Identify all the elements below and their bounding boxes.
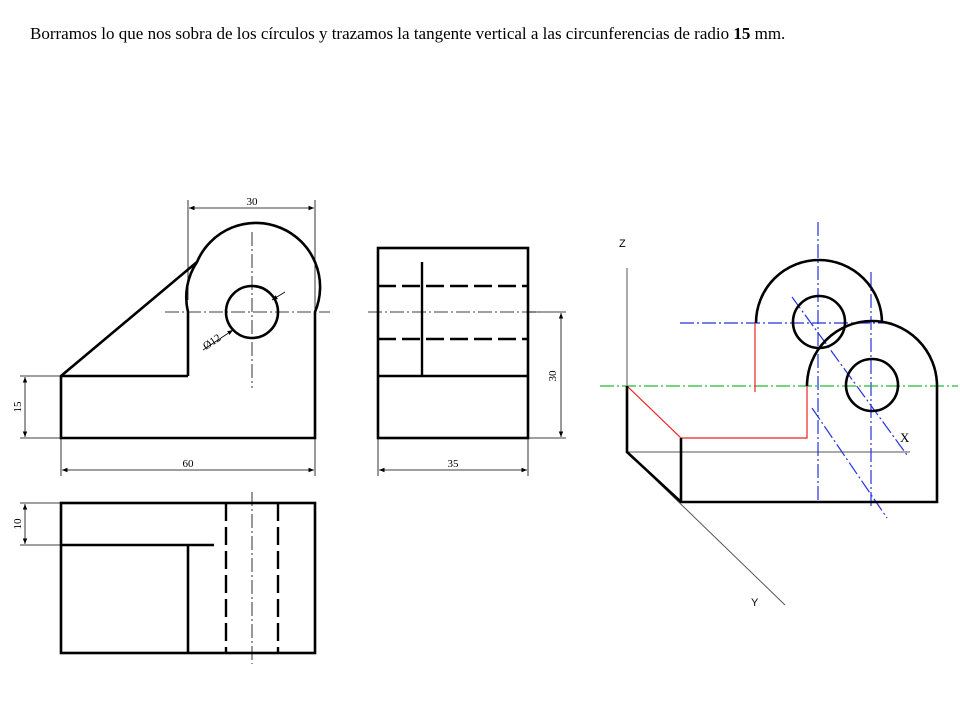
isometric-front-arc — [807, 321, 937, 386]
axis-z-label: Z — [619, 238, 626, 250]
front-view-top-dimension: 30 — [246, 196, 258, 208]
construction-red-profile — [627, 323, 807, 438]
instruction-text-end: mm. — [750, 24, 786, 43]
side-view-right-dimension: 30 — [547, 370, 559, 382]
front-view-bottom-dimension: 60 — [182, 458, 194, 470]
side-view — [368, 248, 566, 476]
isometric-rear-hole — [793, 296, 845, 348]
top-view-left-dimension: 10 — [12, 518, 24, 530]
front-view-left-dimension: 15 — [12, 401, 24, 413]
front-view — [12, 196, 330, 476]
front-view-diameter-label: Ø12 — [200, 331, 224, 353]
axis-y-label: Y — [751, 597, 759, 609]
instruction-text-part: Borramos lo que nos sobra de los círculos y trazamos la tangente vertical a las circunferencias de radio — [30, 24, 734, 43]
front-view-outline — [61, 223, 320, 438]
isometric-rear-arc — [756, 260, 882, 323]
instruction-radius-value: 15 — [733, 24, 751, 43]
top-view — [12, 492, 315, 664]
side-view-bottom-dimension: 35 — [447, 458, 459, 470]
isometric-view — [600, 222, 958, 609]
construction-blue-diagonal-1 — [792, 297, 907, 455]
side-view-outline — [378, 248, 528, 438]
isometric-front-hole — [846, 359, 898, 411]
axis-x-label: X — [900, 430, 910, 445]
